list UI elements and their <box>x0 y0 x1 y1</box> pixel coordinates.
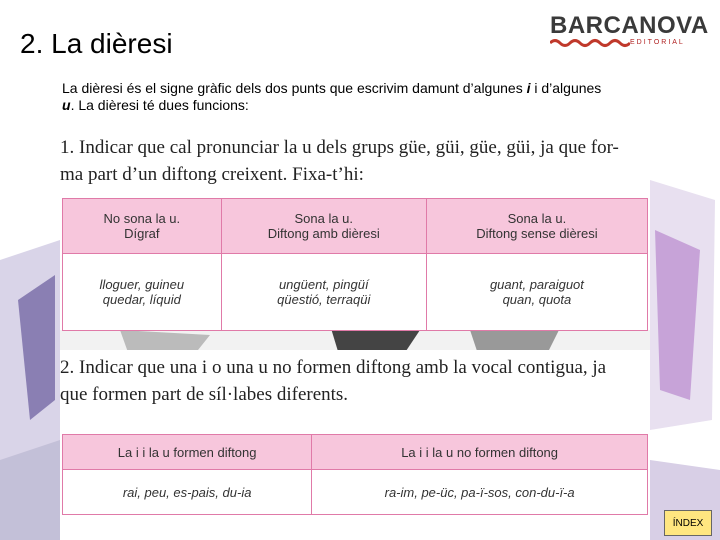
section1-statement-line2: ma part d’un diftong creixent. Fixa-t’hi: <box>60 164 364 185</box>
intro-letter-u: u <box>62 97 71 113</box>
table2-header-cell: La i i la u formen diftong <box>63 435 312 470</box>
section2-panel <box>60 350 650 520</box>
table1-cell: lloguer, guineu quedar, líquid <box>63 254 222 331</box>
intro-text-1: La dièresi és el signe gràfic dels dos punts que escrivim damunt d’algunes <box>62 80 527 96</box>
barcanova-logo <box>550 12 709 50</box>
section1-statement <box>60 134 650 188</box>
table2-header-row <box>63 435 648 470</box>
section2-statement-line2: que formen part de síl·labes diferents. <box>60 384 349 405</box>
logo-subtitle: EDITORIAL <box>630 39 685 46</box>
section2-statement-line1: 2. Indicar que una i o una u no formen diftong amb la vocal contigua, ja <box>60 357 607 378</box>
table1-cell: ungüent, pingüí qüestió, terraqüi <box>221 254 426 331</box>
slide-title: 2. La dièresi <box>20 28 173 59</box>
intro-paragraph <box>62 80 602 114</box>
logo-wave-icon <box>550 38 630 48</box>
index-button[interactable]: ÍNDEX <box>664 510 712 536</box>
intro-text-2: i d’algunes <box>530 80 602 96</box>
dieresi-table-1 <box>62 198 648 331</box>
table1-header-cell: No sona la u. Dígraf <box>63 199 222 254</box>
intro-letter-i: i <box>526 80 531 96</box>
table1-header-cell: Sona la u. Diftong sense dièresi <box>426 199 647 254</box>
section2-statement <box>60 354 650 408</box>
table1-cell: guant, paraiguot quan, quota <box>426 254 647 331</box>
table1-header-cell: Sona la u. Diftong amb dièresi <box>221 199 426 254</box>
table1-header-row <box>63 199 648 254</box>
dieresi-table-2 <box>62 434 648 515</box>
section1-panel <box>60 130 650 330</box>
section1-statement-line1: 1. Indicar que cal pronunciar la u dels grups güe, güi, güe, güi, ja que for- <box>60 137 619 158</box>
intro-text-3: . La dièresi té dues funcions: <box>70 97 249 113</box>
table2-row <box>63 470 648 515</box>
table1-row <box>63 254 648 331</box>
logo-text: BARCANOVA <box>550 12 709 39</box>
table2-cell: rai, peu, es-pais, du-ia <box>63 470 312 515</box>
table2-header-cell: La i i la u no formen diftong <box>312 435 648 470</box>
table2-cell: ra-im, pe-üc, pa-ï-sos, con-du-ï-a <box>312 470 648 515</box>
